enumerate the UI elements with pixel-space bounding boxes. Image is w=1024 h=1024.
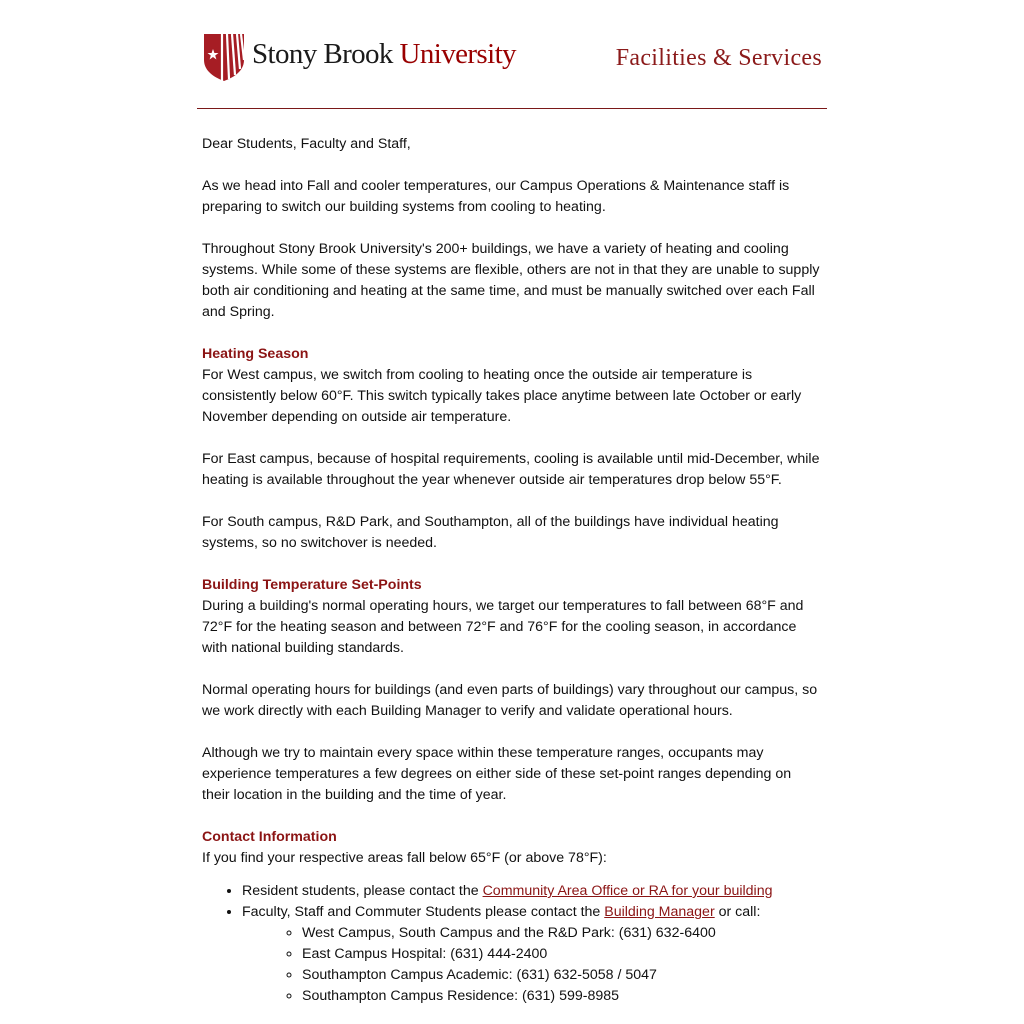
phone-list: [242, 923, 822, 1007]
paragraph-west-campus: For West campus, we switch from cooling to heating once the outside air temperature is consistently below 60°F. This switch typically takes place anytime between late October or early November depending on outside air temperature.: [202, 367, 802, 425]
faculty-suffix: or call:: [714, 904, 761, 920]
phone-item-east-hospital: ◦ East Campus Hospital: (631) 444-2400: [302, 944, 822, 965]
contact-item-faculty: [242, 902, 822, 1007]
contact-item-resident: [242, 881, 822, 902]
paragraph-south-campus: For South campus, R&D Park, and Southampton, all of the buildings have individual heating systems, so no switchover is needed.: [202, 514, 779, 551]
faculty-text: Faculty, Staff and Commuter Students please contact the: [242, 904, 605, 920]
shield-icon: [202, 32, 246, 82]
heading-heating-season: Heating Season: [202, 346, 309, 362]
email-page: [197, 0, 827, 1007]
building-manager-link[interactable]: Building Manager: [604, 904, 715, 920]
phone-item-southampton-academic: ◦ Southampton Campus Academic: (631) 632-5058 / 5047: [302, 965, 822, 986]
overview-paragraph: Throughout Stony Brook University's 200+ buildings, we have a variety of heating and cooling systems. While some of these systems are flexible, others are not in that they are unable to supply both air conditioning and heating at the same time, and must be manually switched over each Fall and Spring.: [202, 241, 820, 320]
paragraph-operating-hours: Normal operating hours for buildings (and even parts of buildings) vary throughout our campus, so we work directly with each Building Manager to verify and validate operational hours.: [202, 682, 818, 719]
department-title: Facilities & Services: [615, 45, 822, 71]
logo-text-university: University: [399, 37, 516, 70]
contact-list: [202, 881, 822, 1007]
greeting: Dear Students, Faculty and Staff,: [202, 136, 411, 152]
phone-item-southampton-residence: ◦ Southampton Campus Residence: (631) 599-8985: [302, 986, 822, 1007]
phone-item-west: ◦ West Campus, South Campus and the R&D Park: (631) 632-6400: [302, 923, 822, 944]
letter-body: [197, 109, 827, 1007]
heading-contact-information: Contact Information: [202, 829, 337, 845]
resident-text: Resident students, please contact the: [242, 883, 483, 899]
heading-set-points: Building Temperature Set-Points: [202, 577, 422, 593]
paragraph-contact-intro: If you find your respective areas fall below 65°F (or above 78°F):: [202, 850, 607, 866]
logo-text-stony-brook: Stony Brook: [252, 37, 393, 70]
community-area-office-link[interactable]: Community Area Office or RA for your building: [482, 883, 773, 899]
paragraph-east-campus: For East campus, because of hospital requirements, cooling is available until mid-December, while heating is available throughout the year whenever outside air temperatures drop below 55°F.: [202, 451, 820, 488]
intro-paragraph: As we head into Fall and cooler temperatures, our Campus Operations & Maintenance staff is preparing to switch our building systems from cooling to heating.: [202, 178, 790, 215]
university-logo[interactable]: [202, 32, 516, 82]
logo-wordmark: [252, 37, 516, 70]
paragraph-temperature-variance: Although we try to maintain every space within these temperature ranges, occupants may experience temperatures a few degrees on either side of these set-point ranges depending on their location in the building and the time of year.: [202, 745, 792, 803]
header: [197, 0, 827, 109]
paragraph-set-point-ranges: During a building's normal operating hours, we target our temperatures to fall between 68°F and 72°F for the heating season and between 72°F and 76°F for the cooling season, in accordance with national building standards.: [202, 598, 804, 656]
